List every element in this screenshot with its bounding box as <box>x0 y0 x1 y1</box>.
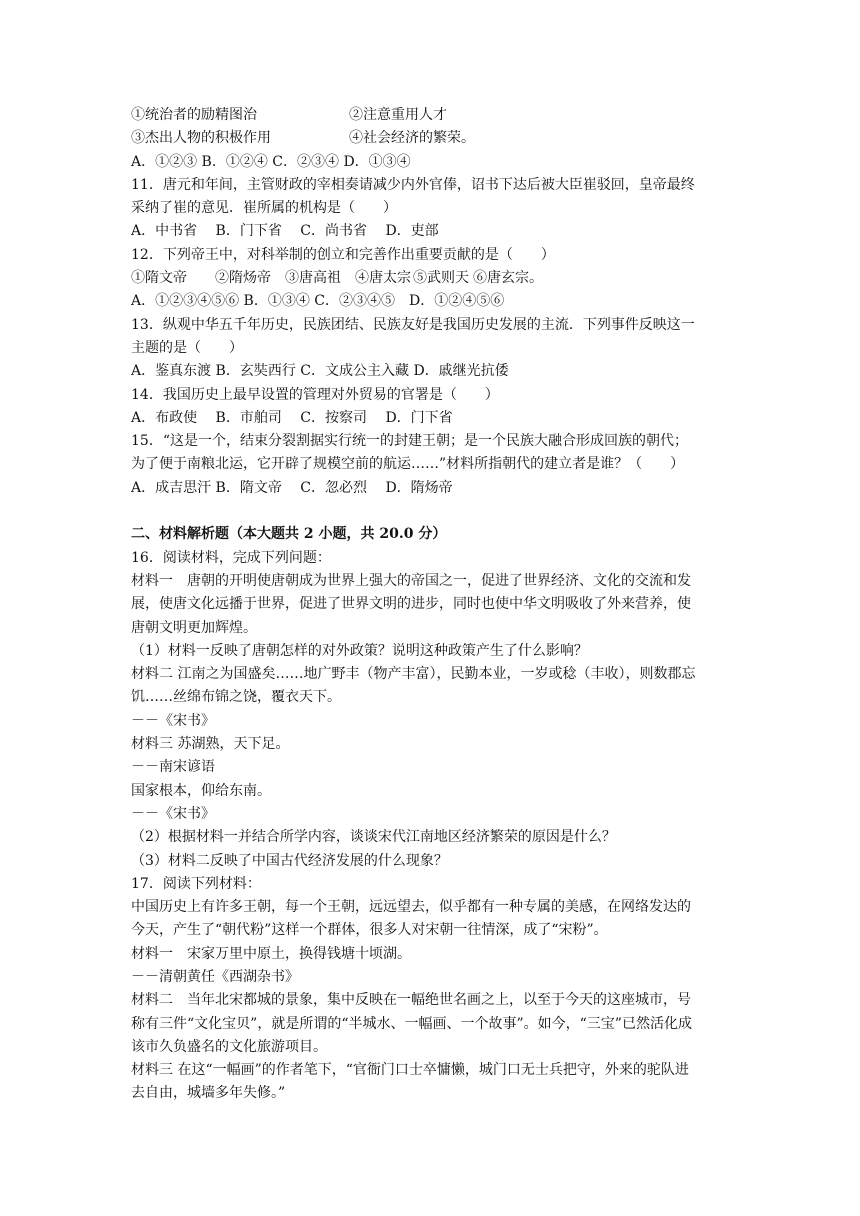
q15-stem-line1: 15．“这是一个，结束分裂割据实行统一的封建王朝；是一个民族大融合形成回族的朝代； <box>131 433 688 450</box>
q10-choices: A．①②③ B．①②④ C．②③④ D．①③④ <box>131 153 411 170</box>
q15-stem-line2: 为了便于南粮北运，它开辟了规模空前的航运……”材料所指朝代的建立者是谁？（ ） <box>131 456 685 473</box>
q17-material2-line2: 称有三件“文化宝贝”，就是所谓的“半城水、一幅画、一个故事”。如今，“三宝”已然活化成 <box>131 1015 692 1032</box>
q16-material3-source1: －－南宋谚语 <box>131 759 215 776</box>
section-gap <box>131 500 731 523</box>
q11-choices: A．中书省 B．门下省 C．尚书省 D．吏部 <box>131 223 439 240</box>
q14-choices: A．布政使 B．市舶司 C．按察司 D．门下省 <box>131 409 453 426</box>
q10-option-1: ①统治者的励精图治 <box>131 107 257 123</box>
q12-option-3: ③唐高祖 <box>285 270 341 287</box>
q12-choices: A．①②③④⑤⑥ B．①③④ C．②③④⑤ D．①②④⑤⑥ <box>131 293 505 310</box>
q12-options <box>131 267 731 290</box>
section2-heading: 二、材料解析题（本大题共 2 小题，共 20.0 分） <box>131 526 447 543</box>
q12-option-2: ②隋炀帝 <box>215 270 271 287</box>
q16-material1-line2: 展，使唐文化远播于世界，促进了世界文明的进步，同时也使中华文明吸收了外来营养，使 <box>131 596 691 613</box>
q12-stem: 12．下列帝王中，对科举制的创立和完善作出重要贡献的是（ ） <box>131 246 555 263</box>
q16-material2-line2: 饥……丝绵布锦之饶，覆衣天下。 <box>131 689 341 706</box>
q13-stem-line1: 13．纵观中华五千年历史，民族团结、民族友好是我国历史发展的主流．下列事件反映这一 <box>131 316 695 333</box>
q10-option-3: ③杰出人物的积极作用 <box>131 130 271 147</box>
q13-stem-line2: 主题的是（ ） <box>131 339 243 356</box>
q11-stem-line2: 采纳了崔的意见．崔所属的机构是（ ） <box>131 200 397 217</box>
q17-material3-line1: 材料三 在这“一幅画”的作者笔下，“官衙门口士卒慵懒，城门口无士兵把守，外来的驼队进 <box>131 1062 689 1079</box>
q16-subquestion-3: （3）材料二反映了中国古代经济发展的什么现象？ <box>131 852 448 869</box>
q17-material2-line3: 该市久负盛名的文化旅游项目。 <box>131 1038 327 1055</box>
q13-choices: A．鉴真东渡 B．玄奘西行 C．文成公主入藏 D．戚继光抗倭 <box>131 363 509 380</box>
q10-options-row1 <box>131 104 731 127</box>
q12-option-4: ④唐太宗 <box>355 270 411 287</box>
exam-page <box>131 104 731 1106</box>
q16-material2-source: －－《宋书》 <box>131 712 215 729</box>
q16-material3-line1: 材料三 苏湖熟，天下足。 <box>131 736 290 753</box>
q10-options-row2 <box>131 127 731 150</box>
q10-option-4: ④社会经济的繁荣。 <box>349 130 475 147</box>
q12-option-5: ⑤武则天 <box>413 270 469 287</box>
q17-material1-source: －－清朝黄任《西湖杂书》 <box>131 968 299 985</box>
q17-preface-line1: 中国历史上有许多王朝，每一个王朝，远远望去，似乎都有一种专属的美感，在网络发达的 <box>131 899 691 916</box>
q16-material1-line3: 唐朝文明更加辉煌。 <box>131 619 257 636</box>
q16-material3-source2: －－《宋书》 <box>131 805 215 822</box>
q14-stem: 14．我国历史上最早设置的管理对外贸易的官署是（ ） <box>131 386 499 403</box>
q15-choices: A．成吉思汗 B．隋文帝 C．忽必烈 D．隋炀帝 <box>131 479 453 496</box>
q16-intro: 16．阅读材料，完成下列问题： <box>131 549 331 566</box>
q16-subquestion-1: （1）材料一反映了唐朝怎样的对外政策？说明这种政策产生了什么影响？ <box>131 642 588 659</box>
q16-material2-line1: 材料二 江南之为国盛矣……地广野丰（物产丰富），民勤本业，一岁或稔（丰收），则数郡忘 <box>131 666 696 683</box>
q16-material1-line1: 材料一 唐朝的开明使唐朝成为世界上强大的帝国之一，促进了世界经济、文化的交流和发 <box>131 572 691 589</box>
q11-stem-line1: 11．唐元和年间，主管财政的宰相奏请减少内外官俸，诏书下达后被大臣崔驳回，皇帝最终 <box>131 176 695 193</box>
q12-option-1: ①隋文帝 <box>131 270 187 287</box>
q17-material2-line1: 材料二 当年北宋都城的景象，集中反映在一幅绝世名画之上，以至于今天的这座城市，号 <box>131 992 691 1009</box>
q10-option-2: ②注意重用人才 <box>349 107 447 123</box>
q17-material3-line2: 去自由，城墙多年失修。” <box>131 1085 286 1102</box>
q17-material1-line1: 材料一 宋家万里中原土，换得钱塘十顷湖。 <box>131 945 411 962</box>
q12-option-6: ⑥唐玄宗。 <box>473 270 543 287</box>
q16-subquestion-2: （2）根据材料一并结合所学内容，谈谈宋代江南地区经济繁荣的原因是什么？ <box>131 829 616 846</box>
q17-intro: 17．阅读下列材料： <box>131 875 261 892</box>
q17-preface-line2: 今天，产生了“朝代粉”这样一个群体，很多人对宋朝一往情深，成了“宋粉”。 <box>131 922 608 939</box>
q16-material3-line2: 国家根本，仰给东南。 <box>131 782 271 799</box>
